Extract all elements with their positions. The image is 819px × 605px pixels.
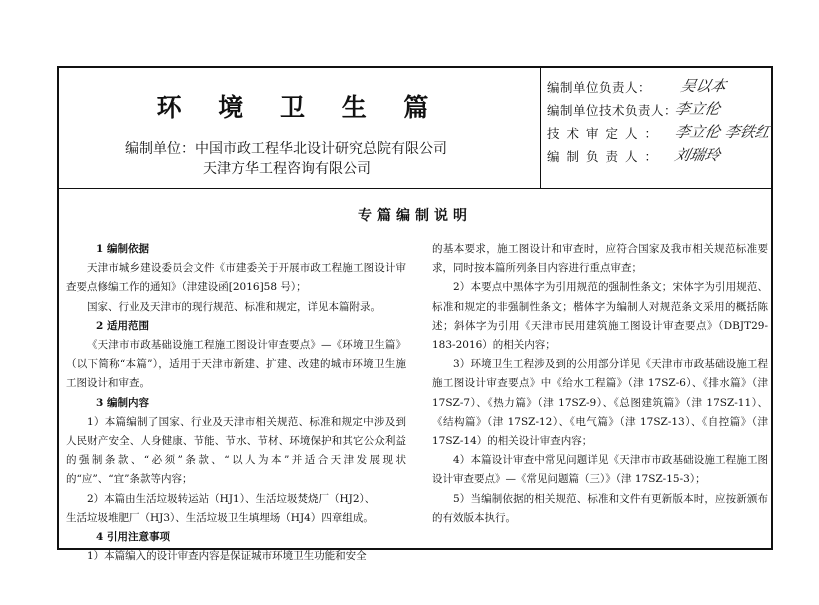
paragraph: 天津市城乡建设委员会文件《市建委关于开展市政工程施工图设计审查要点修编工作的通知》（津建设函[2016]58 号）； xyxy=(66,262,406,294)
section-title: 专篇编制说明 xyxy=(358,208,472,224)
title-block xyxy=(59,68,771,189)
responsible-persons xyxy=(547,76,772,168)
signature: 李立伦 xyxy=(673,100,722,118)
role-label: 技术审定人： xyxy=(547,126,665,141)
paragraph: 1）本篇编入的设计审查内容是保证城市环境卫生功能和安全 xyxy=(87,550,367,563)
paragraph: 国家、行业及天津市的现行规范、标准和规定，详见本篇附录。 xyxy=(87,300,381,313)
role-label: 编制单位负责人： xyxy=(547,80,652,95)
page-frame xyxy=(57,66,773,563)
org-name-2: 天津方华工程咨询有限公司 xyxy=(203,161,371,177)
role-row xyxy=(547,99,769,122)
signature: 刘瑞玲 xyxy=(673,146,722,164)
left-column xyxy=(66,240,406,566)
role-row xyxy=(547,76,769,99)
role-row xyxy=(547,122,772,145)
signature: 李立伦 李铁红 xyxy=(673,123,772,141)
paragraph: 2）本篇由生活垃圾转运站（HJ1）、生活垃圾焚烧厂（HJ2）、 xyxy=(87,492,376,505)
role-label: 编制单位技术负责人： xyxy=(547,103,678,118)
page-title: 环 境 卫 生 篇 xyxy=(156,93,443,122)
paragraph: 生活垃圾堆肥厂（HJ3）、生活垃圾卫生填埋场（HJ4）四章组成。 xyxy=(66,511,374,524)
heading-notes: 4 引用注意事项 xyxy=(96,531,170,544)
paragraph: 2）本要点中黑体字为引用规范的强制性条文；宋体字为引用规范、标准和规定的非强制性条文；楷体字为编制人对规范条文采用的概括陈述；斜体字为引用《天津市民用建筑施工图设计审查要点》（DBJT29-183-2016）的相关内容； xyxy=(432,281,768,352)
role-row xyxy=(547,145,769,168)
paragraph: 4）本篇设计审查中常见问题详见《天津市市政基础设施工程施工图设计审查要点》—《常见问题篇（三）》（津 17SZ-15-3）； xyxy=(432,454,768,486)
paragraph: 的基本要求，施工图设计和审查时，应符合国家及我市相关规范标准要求，同时按本篇所列条目内容进行重点审查； xyxy=(432,243,768,275)
paragraph: 1）本篇编制了国家、行业及天津市相关规范、标准和规定中涉及到人民财产安全、人身健康、节能、节水、节材、环境保护和其它公众利益的强制条款、“必须”条款、“以人为本”并适合天津发展现状的“应”、“宜”条款等内容； xyxy=(66,415,406,486)
header-divider xyxy=(540,68,541,188)
heading-basis: 1 编制依据 xyxy=(96,243,149,255)
paragraph: 5）当编制依据的相关规范、标准和文件有更新版本时，应按新颁布的有效版本执行。 xyxy=(432,492,768,524)
role-label: 编制负责人： xyxy=(547,149,665,164)
right-column xyxy=(432,240,768,528)
compiling-organization xyxy=(125,139,447,179)
paragraph: 《天津市市政基础设施工程施工图设计审查要点》—《环境卫生篇》（以下简称“本篇”），适用于天津市新建、扩建、改建的城市环境卫生施工图设计和审查。 xyxy=(66,339,406,390)
heading-scope: 2 适用范围 xyxy=(96,319,149,332)
heading-content: 3 编制内容 xyxy=(96,396,149,409)
org-label: 编制单位： xyxy=(125,141,195,157)
signature: 吴以本 xyxy=(679,77,728,95)
org-name-1: 中国市政工程华北设计研究总院有限公司 xyxy=(195,141,447,157)
paragraph: 3）环境卫生工程涉及到的公用部分详见《天津市市政基础设施工程施工图设计审查要点》中《给水工程篇》（津 17SZ-6）、《排水篇》（津 17SZ-7）、《热力篇》（津 17SZ-9）、《总图建筑篇》（津 17SZ-11）、《结构篇》（津 17SZ-12）、《电气篇》（津 17SZ-13）、《自控篇》（津 17SZ-14）的相关设计审查内容； xyxy=(432,358,768,448)
